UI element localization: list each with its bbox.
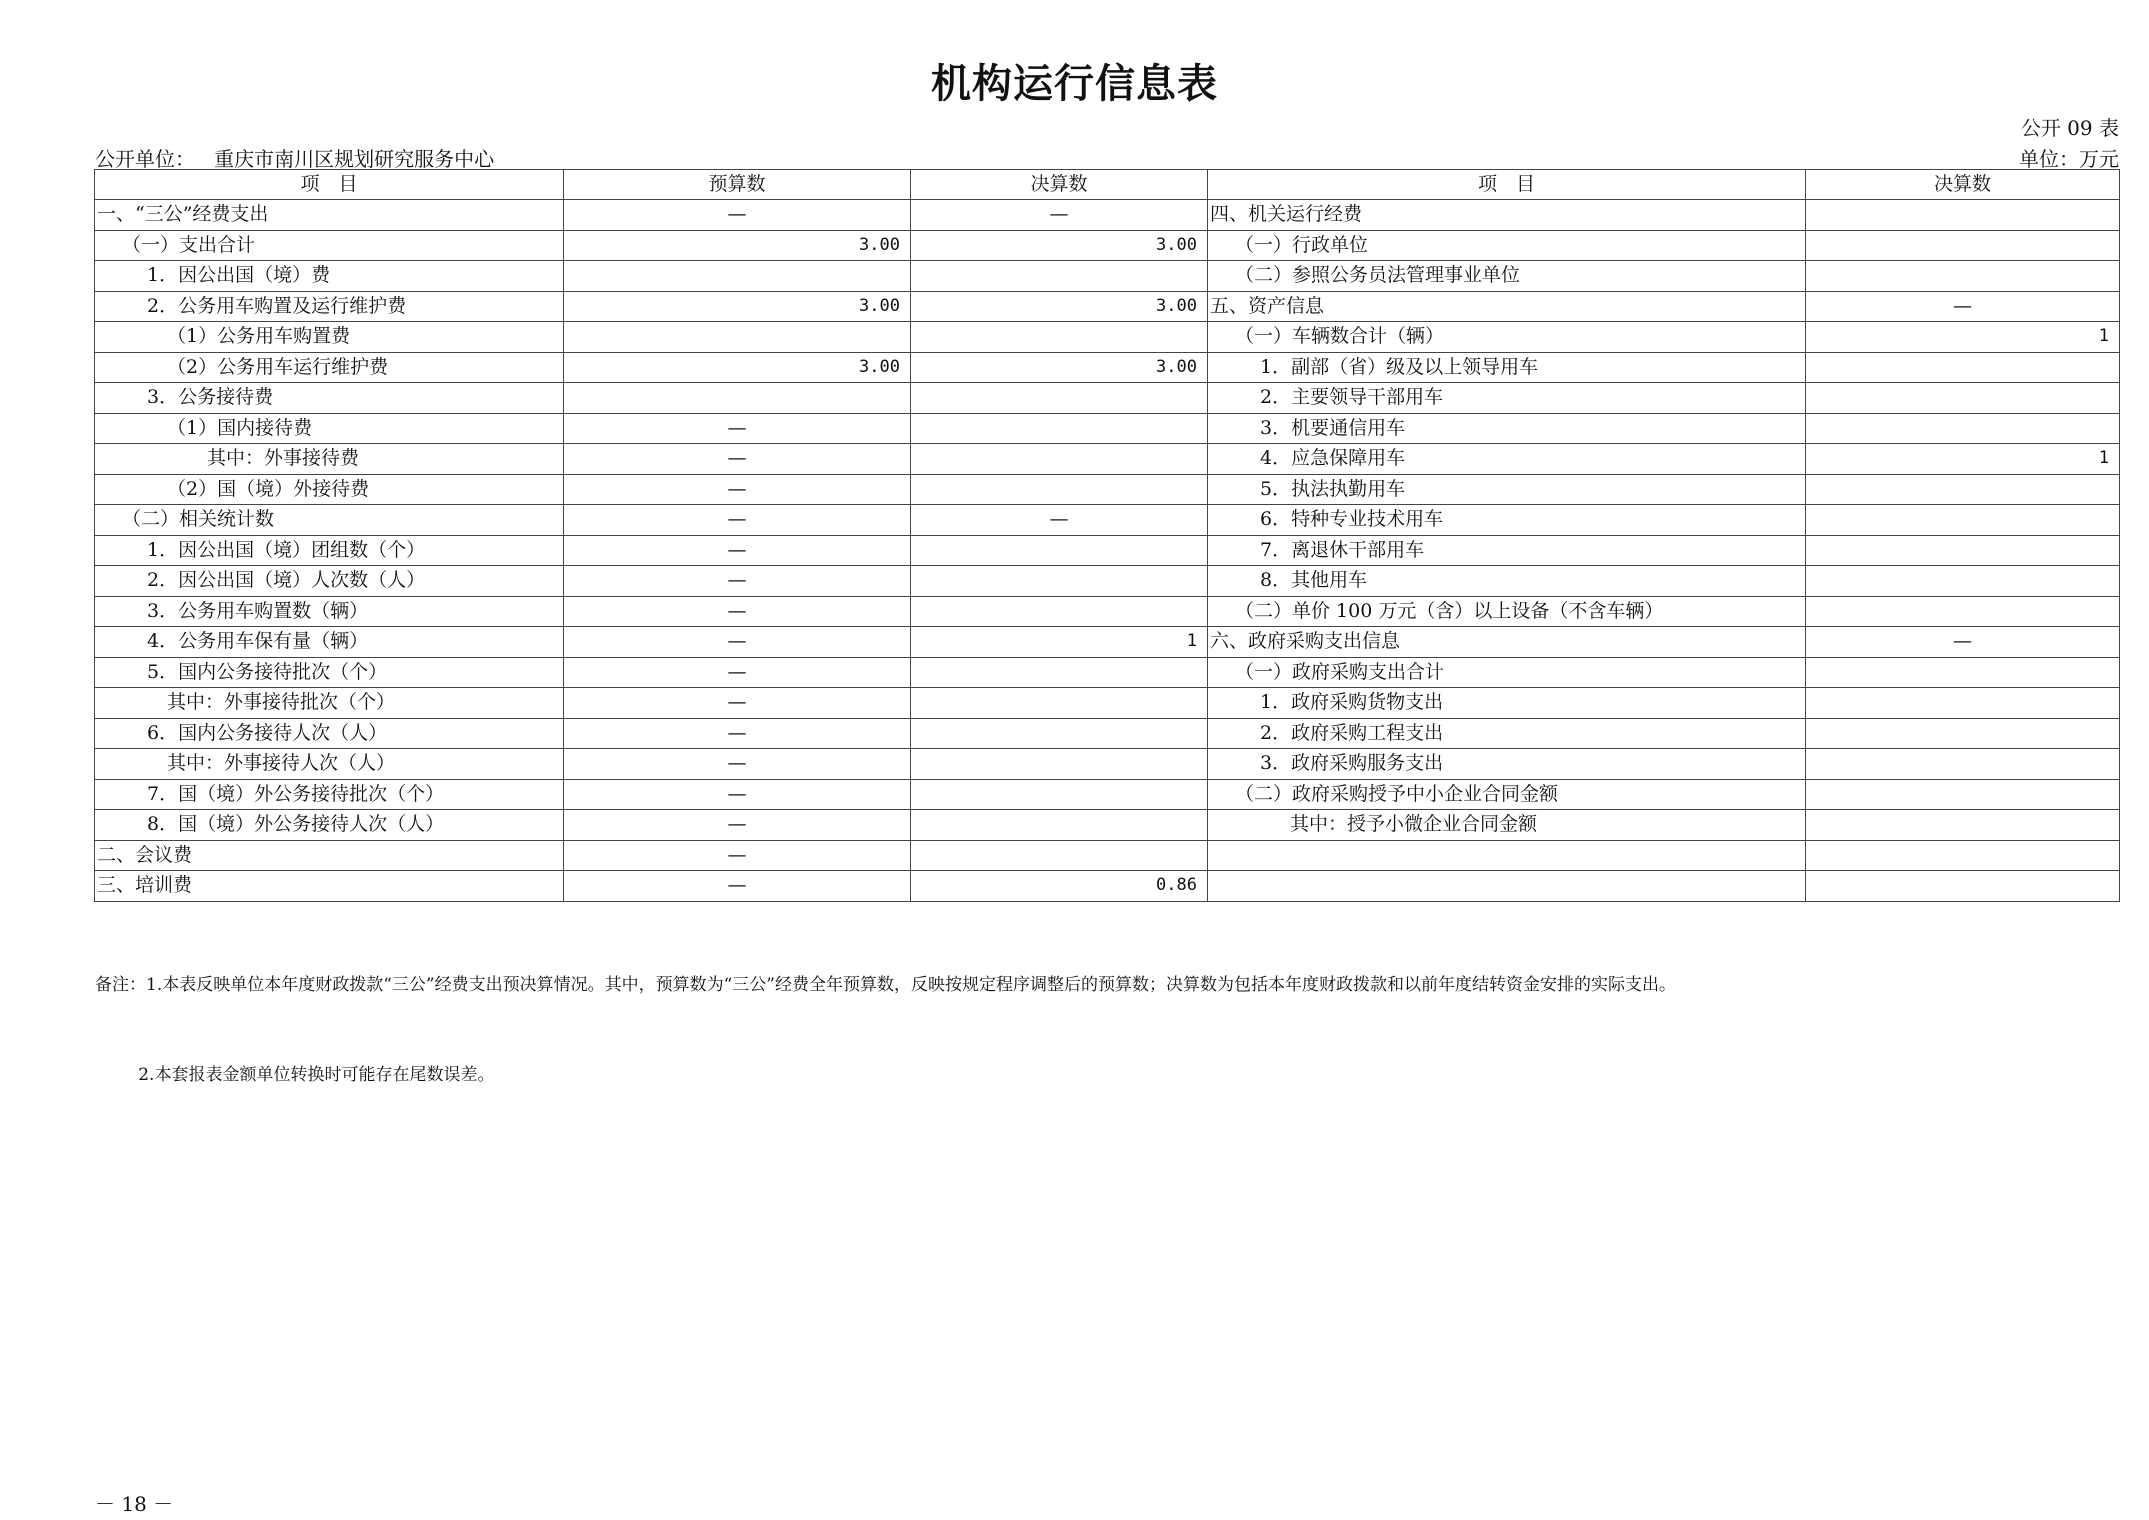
right-final-cell (1806, 352, 2120, 383)
right-final-cell: — (1806, 291, 2120, 322)
table-row (95, 749, 2120, 780)
right-final-cell (1806, 688, 2120, 719)
left-item-cell: （一）支出合计 (95, 230, 564, 261)
right-final-cell (1806, 505, 2120, 536)
table-row (95, 200, 2120, 231)
left-final-cell (911, 718, 1208, 749)
page-title: 机构运行信息表 (931, 61, 1218, 107)
left-budget-cell: — (564, 749, 911, 780)
left-budget-cell (564, 261, 911, 292)
right-item-cell: 4．应急保障用车 (1208, 444, 1806, 475)
right-final-cell (1806, 596, 2120, 627)
table-row (95, 291, 2120, 322)
right-item-cell: （二）参照公务员法管理事业单位 (1208, 261, 1806, 292)
left-budget-cell: — (564, 810, 911, 841)
left-budget-cell: — (564, 200, 911, 231)
left-final-cell (911, 535, 1208, 566)
left-item-cell: （1）公务用车购置费 (95, 322, 564, 353)
table-row (95, 444, 2120, 475)
left-budget-cell (564, 383, 911, 414)
left-budget-cell: — (564, 657, 911, 688)
left-budget-cell: — (564, 688, 911, 719)
left-item-cell: 其中：外事接待费 (95, 444, 564, 475)
note-line: 2.本套报表金额单位转换时可能存在尾数误差。 (95, 1065, 495, 1085)
left-item-cell: 1．因公出国（境）费 (95, 261, 564, 292)
header-left-item: 项 目 (95, 170, 564, 200)
table-row (95, 322, 2120, 353)
left-budget-cell: — (564, 535, 911, 566)
page-number: － 18 － (95, 1492, 174, 1516)
right-item-cell: 六、政府采购支出信息 (1208, 627, 1806, 658)
left-item-cell: 其中：外事接待批次（个） (95, 688, 564, 719)
left-budget-cell: 3.00 (564, 230, 911, 261)
table-row (95, 688, 2120, 719)
table-row (95, 505, 2120, 536)
left-item-cell: （1）国内接待费 (95, 413, 564, 444)
right-final-cell (1806, 230, 2120, 261)
right-item-cell: 3．政府采购服务支出 (1208, 749, 1806, 780)
left-budget-cell: — (564, 627, 911, 658)
right-final-cell (1806, 383, 2120, 414)
right-final-cell: — (1806, 627, 2120, 658)
left-item-cell: 三、培训费 (95, 871, 564, 902)
left-item-cell: （二）相关统计数 (95, 505, 564, 536)
right-final-cell: 1 (1806, 444, 2120, 475)
right-item-cell: （二）单价 100 万元（含）以上设备（不含车辆） (1208, 596, 1806, 627)
left-item-cell: 2．因公出国（境）人次数（人） (95, 566, 564, 597)
table-header-row (95, 170, 2120, 200)
right-final-cell (1806, 535, 2120, 566)
left-final-cell (911, 840, 1208, 871)
right-item-cell: 8．其他用车 (1208, 566, 1806, 597)
left-budget-cell: — (564, 840, 911, 871)
left-final-cell (911, 474, 1208, 505)
right-final-cell (1806, 871, 2120, 902)
left-final-cell (911, 383, 1208, 414)
right-item-cell: 7．离退休干部用车 (1208, 535, 1806, 566)
left-budget-cell: — (564, 474, 911, 505)
left-budget-cell: — (564, 413, 911, 444)
left-item-cell: 二、会议费 (95, 840, 564, 871)
table-row (95, 566, 2120, 597)
left-budget-cell: — (564, 779, 911, 810)
table-row (95, 261, 2120, 292)
left-budget-cell: — (564, 566, 911, 597)
left-item-cell: 4．公务用车保有量（辆） (95, 627, 564, 658)
left-item-cell: 6．国内公务接待人次（人） (95, 718, 564, 749)
left-item-cell: 7．国（境）外公务接待批次（个） (95, 779, 564, 810)
table-row (95, 871, 2120, 902)
right-item-cell: （一）车辆数合计（辆） (1208, 322, 1806, 353)
right-item-cell (1208, 840, 1806, 871)
right-final-cell (1806, 718, 2120, 749)
table-row (95, 230, 2120, 261)
right-item-cell: 2．主要领导干部用车 (1208, 383, 1806, 414)
left-final-cell (911, 413, 1208, 444)
right-final-cell (1806, 749, 2120, 780)
table-row (95, 383, 2120, 414)
table-row (95, 627, 2120, 658)
right-item-cell: 2．政府采购工程支出 (1208, 718, 1806, 749)
note-line: 备注：1.本表反映单位本年度财政拨款“三公”经费支出预决算情况。其中，预算数为“三公”经费全年预算数，反映按规定程序调整后的预算数；决算数为包括本年度财政拨款和以前年度结转资金安排的实际支出。 (95, 975, 1676, 995)
left-budget-cell: — (564, 505, 911, 536)
left-final-cell: — (911, 505, 1208, 536)
right-final-cell: 1 (1806, 322, 2120, 353)
right-final-cell (1806, 413, 2120, 444)
right-final-cell (1806, 200, 2120, 231)
right-item-cell: 五、资产信息 (1208, 291, 1806, 322)
left-final-cell: 3.00 (911, 352, 1208, 383)
left-budget-cell: — (564, 871, 911, 902)
right-item-cell: 3．机要通信用车 (1208, 413, 1806, 444)
header-left-final: 决算数 (911, 170, 1208, 200)
notes (95, 910, 1676, 1120)
right-item-cell: （一）政府采购支出合计 (1208, 657, 1806, 688)
left-final-cell (911, 261, 1208, 292)
left-final-cell (911, 779, 1208, 810)
right-final-cell (1806, 779, 2120, 810)
left-budget-cell: 3.00 (564, 291, 911, 322)
right-item-cell (1208, 871, 1806, 902)
left-item-cell: 3．公务用车购置数（辆） (95, 596, 564, 627)
left-budget-cell: 3.00 (564, 352, 911, 383)
disclosing-unit: 公开单位： 重庆市南川区规划研究服务中心 (95, 147, 495, 171)
table-row (95, 840, 2120, 871)
header-right-final: 决算数 (1806, 170, 2120, 200)
right-item-cell: 四、机关运行经费 (1208, 200, 1806, 231)
left-item-cell: 1．因公出国（境）团组数（个） (95, 535, 564, 566)
left-final-cell (911, 596, 1208, 627)
left-item-cell: 2．公务用车购置及运行维护费 (95, 291, 564, 322)
left-item-cell: （2）公务用车运行维护费 (95, 352, 564, 383)
left-item-cell: 3．公务接待费 (95, 383, 564, 414)
right-item-cell: （二）政府采购授予中小企业合同金额 (1208, 779, 1806, 810)
right-item-cell: 6．特种专业技术用车 (1208, 505, 1806, 536)
right-item-cell: 1．副部（省）级及以上领导用车 (1208, 352, 1806, 383)
header-left-budget: 预算数 (564, 170, 911, 200)
left-budget-cell: — (564, 444, 911, 475)
right-final-cell (1806, 261, 2120, 292)
left-budget-cell (564, 322, 911, 353)
left-item-cell: 一、“三公”经费支出 (95, 200, 564, 231)
left-final-cell (911, 444, 1208, 475)
left-final-cell (911, 657, 1208, 688)
left-final-cell: 3.00 (911, 291, 1208, 322)
right-item-cell: 5．执法执勤用车 (1208, 474, 1806, 505)
table-row (95, 657, 2120, 688)
table-body (95, 200, 2120, 902)
right-final-cell (1806, 840, 2120, 871)
right-final-cell (1806, 566, 2120, 597)
header-right-item: 项 目 (1208, 170, 1806, 200)
table-row (95, 413, 2120, 444)
right-item-cell: 1．政府采购货物支出 (1208, 688, 1806, 719)
left-final-cell: 1 (911, 627, 1208, 658)
form-number: 公开 09 表 (2020, 116, 2119, 140)
operations-info-table (94, 169, 2120, 902)
left-budget-cell: — (564, 596, 911, 627)
left-item-cell: （2）国（境）外接待费 (95, 474, 564, 505)
table-row (95, 535, 2120, 566)
table-row (95, 810, 2120, 841)
currency-unit: 单位：万元 (2019, 147, 2119, 171)
table-row (95, 474, 2120, 505)
right-final-cell (1806, 657, 2120, 688)
left-final-cell (911, 688, 1208, 719)
left-final-cell (911, 566, 1208, 597)
left-item-cell: 8．国（境）外公务接待人次（人） (95, 810, 564, 841)
left-final-cell (911, 322, 1208, 353)
left-budget-cell: — (564, 718, 911, 749)
left-final-cell (911, 810, 1208, 841)
left-final-cell: — (911, 200, 1208, 231)
left-final-cell: 0.86 (911, 871, 1208, 902)
right-item-cell: 其中：授予小微企业合同金额 (1208, 810, 1806, 841)
left-final-cell: 3.00 (911, 230, 1208, 261)
table-row (95, 352, 2120, 383)
right-item-cell: （一）行政单位 (1208, 230, 1806, 261)
table-row (95, 779, 2120, 810)
right-final-cell (1806, 810, 2120, 841)
left-final-cell (911, 749, 1208, 780)
table-row (95, 718, 2120, 749)
left-item-cell: 5．国内公务接待批次（个） (95, 657, 564, 688)
right-final-cell (1806, 474, 2120, 505)
table-row (95, 596, 2120, 627)
left-item-cell: 其中：外事接待人次（人） (95, 749, 564, 780)
